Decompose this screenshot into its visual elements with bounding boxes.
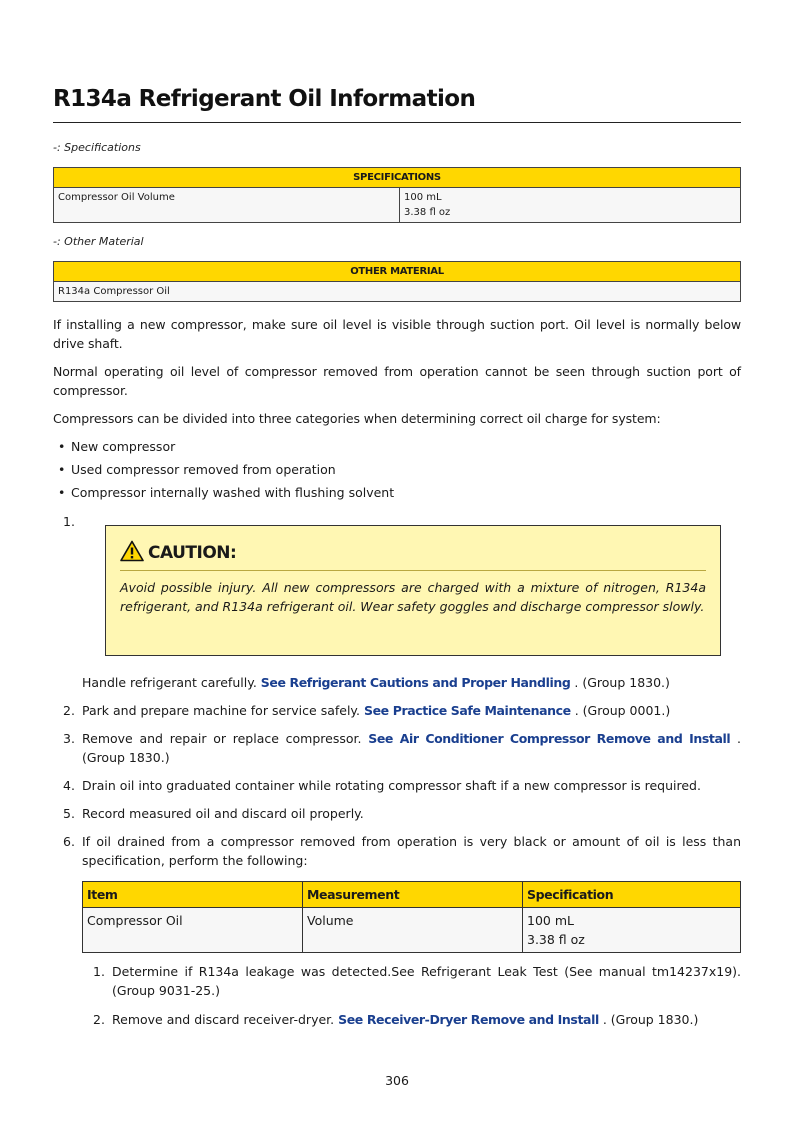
caution-box <box>105 525 721 656</box>
step-number: 1. <box>63 514 75 529</box>
specifications-header: SPECIFICATIONS <box>54 168 741 188</box>
page-title: R134a Refrigerant Oil Information <box>53 86 476 112</box>
step-text: Remove and repair or replace compressor. See Air Conditioner Compressor Remove and Install . (Group 1830.) <box>82 731 741 765</box>
step-text: If oil drained from a compressor removed from operation is very black or amount of oil is less than specification, perform the following: <box>82 834 741 868</box>
warning-triangle-icon <box>120 540 144 566</box>
table-row <box>54 188 741 223</box>
step-number: 2. <box>63 703 75 718</box>
substep-number: 1. <box>93 964 105 979</box>
step-text: Handle refrigerant carefully. See Refrigerant Cautions and Proper Handling . (Group 1830.) <box>82 675 670 690</box>
spec-row-label: Compressor Oil Volume <box>54 188 400 223</box>
caution-heading <box>120 540 236 566</box>
paragraph: If installing a new compressor, make sure oil level is visible through suction port. Oil level is normally below drive shaft. <box>53 317 741 351</box>
spec-value-metric: 100 mL <box>404 192 442 203</box>
measurement-table <box>82 881 741 953</box>
measurement-cell: Volume <box>303 908 523 953</box>
material-row-label: R134a Compressor Oil <box>54 282 741 302</box>
receiver-dryer-link[interactable]: See Receiver-Dryer Remove and Install <box>338 1012 599 1027</box>
table-header-row <box>83 882 741 908</box>
step-text: Record measured oil and discard oil properly. <box>82 806 364 821</box>
step-text: Park and prepare machine for service safely. See Practice Safe Maintenance . (Group 0001.) <box>82 703 671 718</box>
paragraph: Normal operating oil level of compressor removed from operation cannot be seen through suction port of compressor. <box>53 364 741 398</box>
paragraph: Compressors can be divided into three categories when determining correct oil charge for system: <box>53 411 661 426</box>
spec-value-metric: 100 mL <box>527 913 574 928</box>
spec-value-imperial: 3.38 fl oz <box>404 207 451 218</box>
spec-value-imperial: 3.38 fl oz <box>527 932 585 947</box>
specifications-table <box>53 167 741 223</box>
page-number: 306 <box>385 1073 409 1088</box>
table-row <box>83 908 741 953</box>
spec-row-value <box>400 188 741 223</box>
step-number: 4. <box>63 778 75 793</box>
step-number: 5. <box>63 806 75 821</box>
item-cell: Compressor Oil <box>83 908 303 953</box>
refrigerant-cautions-link[interactable]: See Refrigerant Cautions and Proper Handling <box>260 675 571 690</box>
title-divider <box>53 122 741 123</box>
other-material-table <box>53 261 741 302</box>
practice-safe-maintenance-link[interactable]: See Practice Safe Maintenance <box>364 703 571 718</box>
caution-title: CAUTION: <box>148 543 237 563</box>
step-number: 6. <box>63 834 75 849</box>
table-row <box>54 282 741 302</box>
substep-text: Determine if R134a leakage was detected.See Refrigerant Leak Test (See manual tm14237x19). (Group 9031-25.) <box>112 964 741 998</box>
caution-divider <box>120 570 706 571</box>
step-text: Drain oil into graduated container while rotating compressor shaft if a new compressor is required. <box>82 778 701 793</box>
list-item: • Compressor internally washed with flushing solvent <box>58 485 395 500</box>
specification-cell <box>523 908 741 953</box>
list-item: • New compressor <box>58 439 176 454</box>
other-material-label: -: Other Material <box>53 235 144 248</box>
caution-text: Avoid possible injury. All new compressors are charged with a mixture of nitrogen, R134a refrigerant, and R134a refrigerant oil. Wear safety goggles and discharge compressor slowly. <box>120 580 706 614</box>
specifications-label: -: Specifications <box>53 141 141 154</box>
substep-text: Remove and discard receiver-dryer. See Receiver-Dryer Remove and Install . (Group 1830.) <box>112 1012 699 1027</box>
column-header: Specification <box>523 882 741 908</box>
column-header: Item <box>83 882 303 908</box>
column-header: Measurement <box>303 882 523 908</box>
list-item: • Used compressor removed from operation <box>58 462 336 477</box>
substep-number: 2. <box>93 1012 105 1027</box>
step-number: 3. <box>63 731 75 746</box>
other-material-header: OTHER MATERIAL <box>54 262 741 282</box>
compressor-remove-install-link[interactable]: See Air Conditioner Compressor Remove and Install <box>368 731 731 746</box>
